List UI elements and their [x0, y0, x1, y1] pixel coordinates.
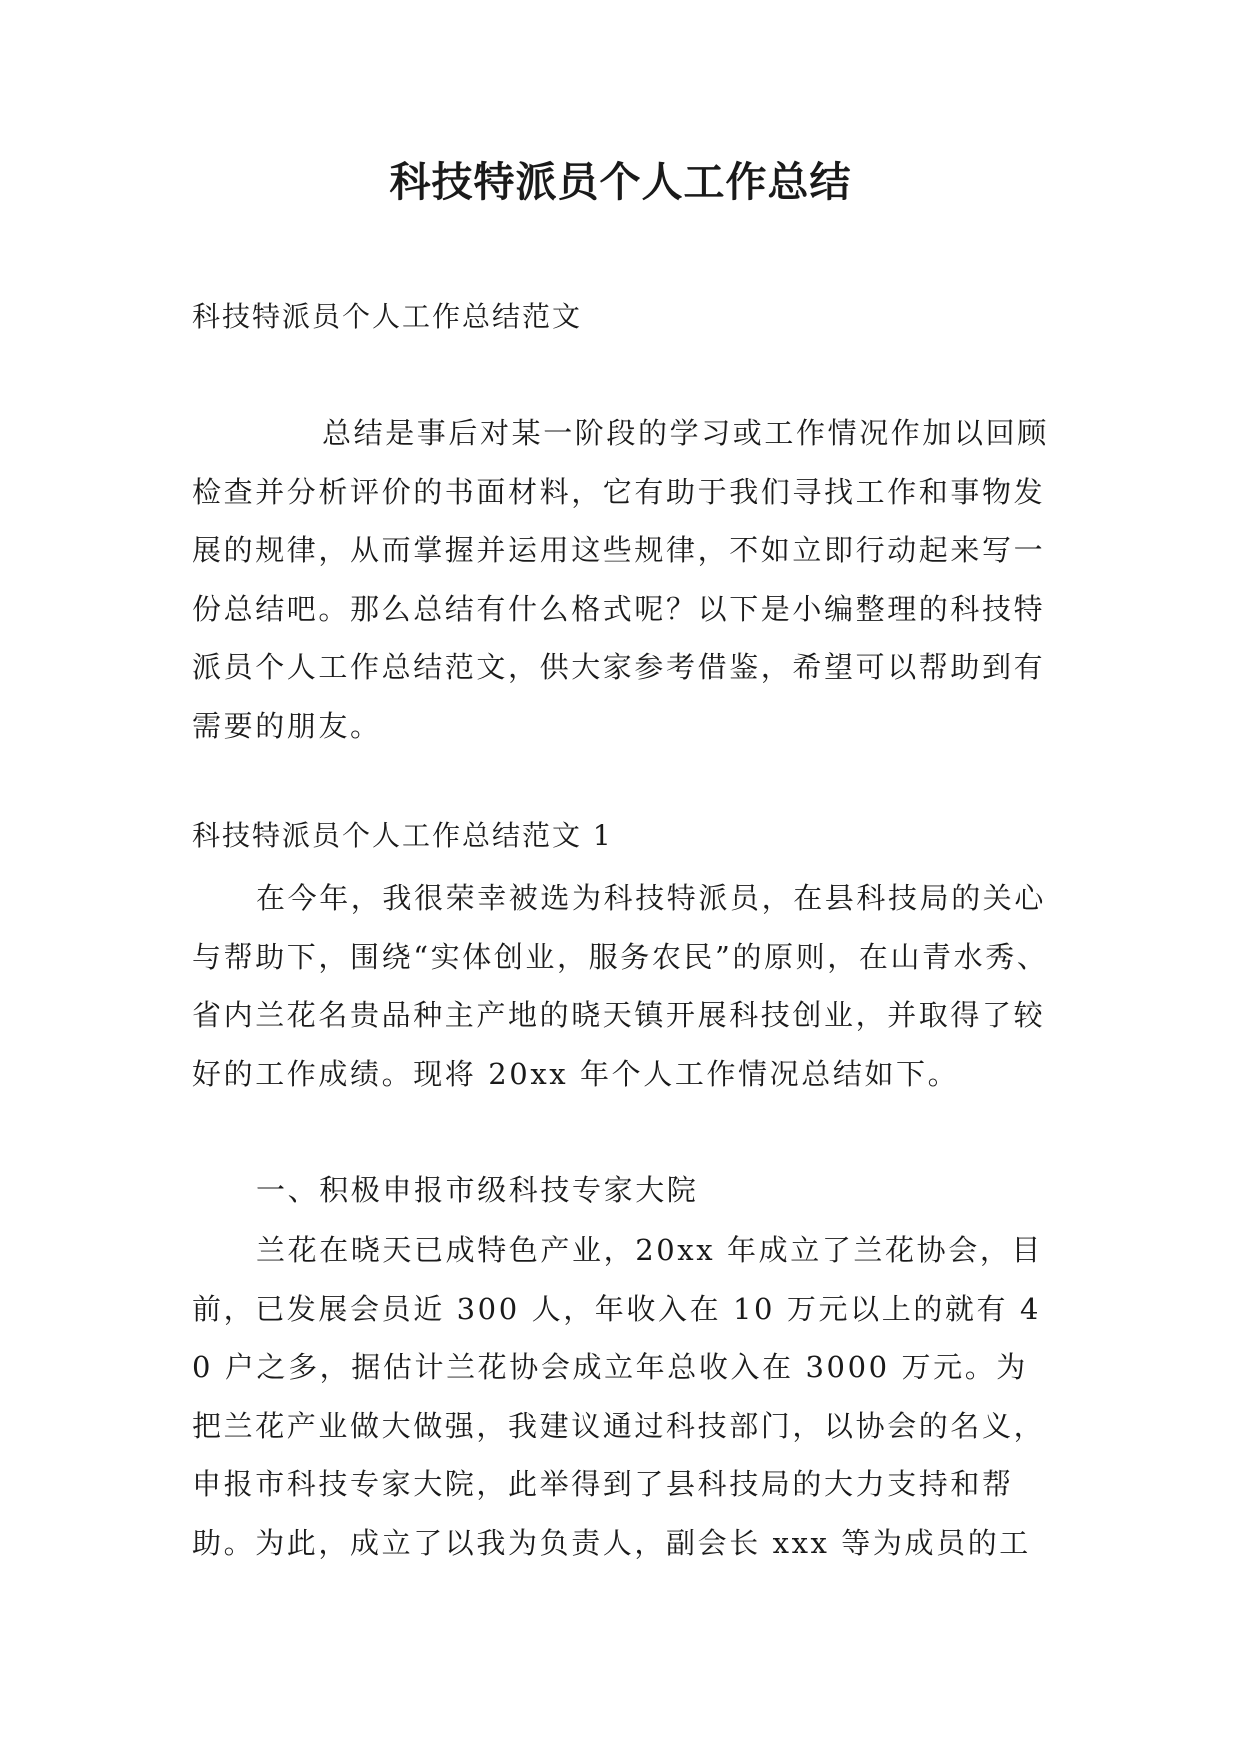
- document-subtitle: 科技特派员个人工作总结范文: [192, 300, 583, 333]
- document-title: 科技特派员个人工作总结: [389, 158, 852, 206]
- intro-paragraph: 总结是事后对某一阶段的学习或工作情况作加以回顾检查并分析评价的书面材料，它有助于我们寻找工作和事物发展的规律，从而掌握并运用这些规律，不如立即行动起来写一份总结吧。那么总结有什么格式呢？以下是小编整理的科技特派员个人工作总结范文，供大家参考借鉴，希望可以帮助到有需要的朋友。: [192, 416, 1049, 743]
- section-heading-1: 一、积极申报市级科技专家大院: [256, 1173, 699, 1207]
- section-title: 科技特派员个人工作总结范文 1: [192, 819, 613, 852]
- body-paragraph-2: 兰花在晓天已成特色产业，20xx 年成立了兰花协会，目前，已发展会员近 300 人，年收入在 10 万元以上的就有 40 户之多，据估计兰花协会成立年总收入在 3000 万元。为把兰花产业做大做强，我建议通过科技部门，以协会的名义，申报市科技专家大院，此举得到了县科技局的大力支持和帮助。为此，成立了以我为负责人，副会长 xxx 等为成员的工: [192, 1233, 1046, 1560]
- body-paragraph-1: 在今年，我很荣幸被选为科技特派员，在县科技局的关心与帮助下，围绕“实体创业，服务农民”的原则，在山青水秀、省内兰花名贵品种主产地的晓天镇开展科技创业，并取得了较好的工作成绩。现将 20xx 年个人工作情况总结如下。: [192, 881, 1049, 1091]
